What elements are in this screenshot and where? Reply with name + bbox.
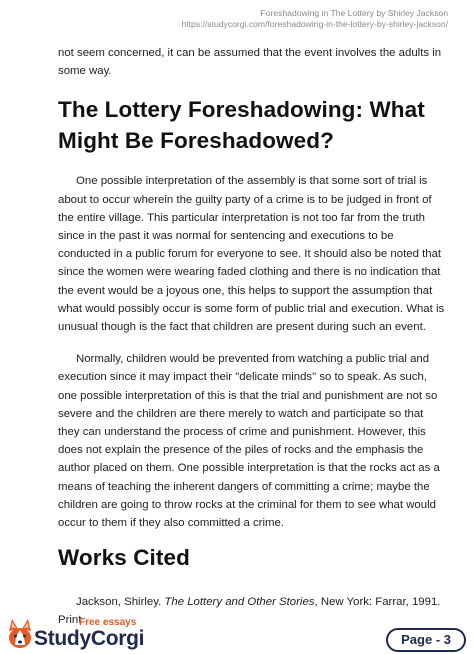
document-body — [58, 44, 446, 630]
logo-brand-name: StudyCorgi — [34, 627, 145, 650]
studycorgi-logo[interactable] — [6, 618, 166, 652]
page-number-badge: Page - 3 — [386, 628, 466, 652]
corgi-icon — [6, 618, 34, 650]
citation-publication: , New York: Farrar, 1991. Print — [58, 596, 441, 627]
section-heading: The Lottery Foreshadowing: What Might Be Foreshadowed? — [58, 97, 425, 154]
logo-tagline: Free essays — [79, 617, 137, 628]
document-title: Foreshadowing in The Lottery by Shirley Jackson — [260, 8, 448, 18]
citation-author: Jackson, Shirley. — [76, 596, 165, 609]
intro-fragment: not seem concerned, it can be assumed that the event involves the adults in some way. — [58, 47, 442, 78]
citation-book-title: The Lottery and Other Stories — [164, 596, 315, 609]
running-header — [181, 8, 448, 30]
document-url[interactable]: https://studycorgi.com/foreshadowing-in-the-lottery-by-shirley-jackson/ — [181, 19, 448, 29]
paragraph-2: Normally, children would be prevented from watching a public trial and execution since it may impact their "delicate minds" so to speak. As such, one possible interpretation of this is that the trial and punishment are not so severe and the children are there merely to watch and participate so that they can understand the process of crime and punishment. However, this does not explain the presence of the piles of rocks and the emphasis the author placed on them. One possible interpretation is that the rocks act as a means of teaching the inherent dangers of committing a crime; maybe the children are going to throw rocks at the criminal for them to see what would occur to them if they also committed a crime. — [58, 353, 440, 530]
paragraph-1: One possible interpretation of the assembly is that some sort of trial is about to occur wherein the guilty party of a crime is to be judged in front of the entire village. This particular interpretation is not too far from the truth since in the past it was normal for sentencing and executions to be conducted in a public forum for everyone to see. It should also be noted that since the women were wearing faded clothing and there is no indication that the event would be a joyous one, this helps to support the assumption that what would possibly occur is some form of public trial and execution. What is unusual though is the fact that children are present during such an event. — [58, 175, 445, 334]
works-cited-heading: Works Cited — [58, 545, 190, 571]
